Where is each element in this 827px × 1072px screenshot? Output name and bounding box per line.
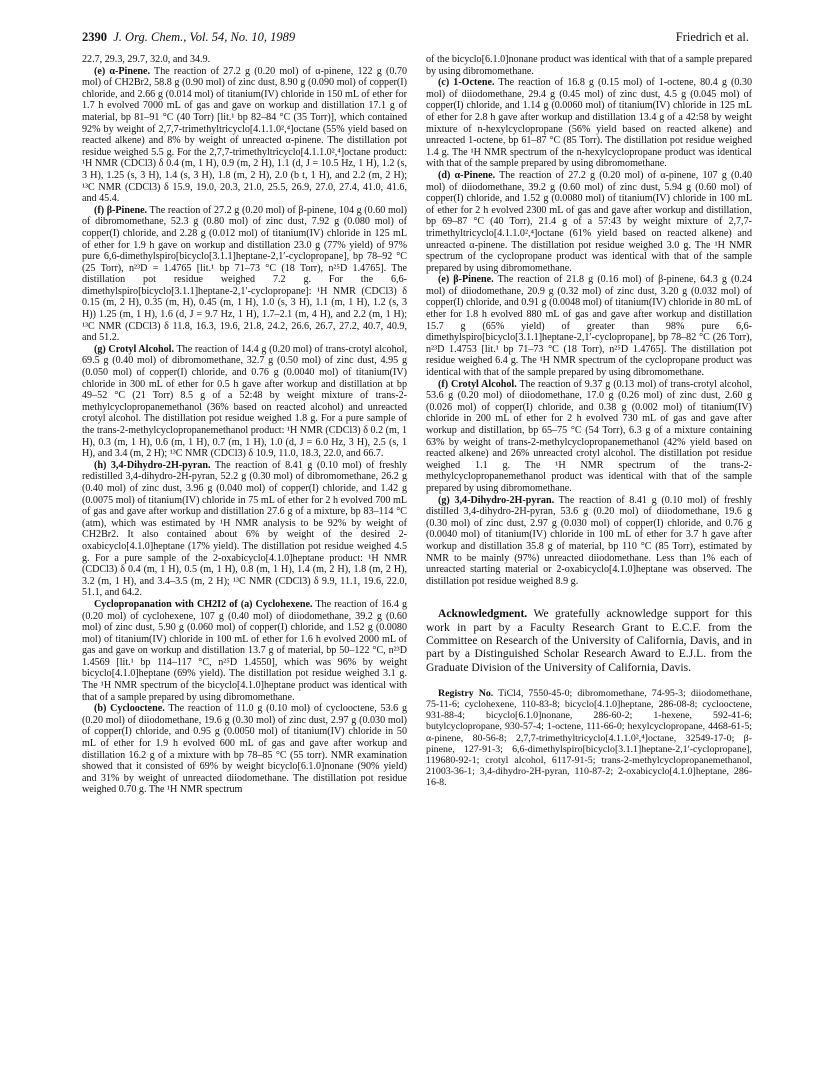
paragraph <box>82 703 407 796</box>
section-heading: (f) β-Pinene. <box>94 204 148 216</box>
acknowledgment <box>426 607 752 673</box>
paragraph-text: The reaction of 16.8 g (0.15 mol) of 1-octene, 80.4 g (0.30 mol) of diiodomethane, 29.4 g (0.45 mol) of zinc dust, 4.5 g (0.045 mol) of copper(I) chloride, and 1.14 g (0.0060 mol) of titanium(IV) chloride in 125 mL of ether for 2.8 h gave after workup and distillation 13.4 g of a 42:58 by weight mixture of n-hexylcyclopropane (56% yield based on reacted alkene) and unreacted 1-octene, bp 61–87 °C (85 Torr). The distillation pot residue weighed 1.4 g. The ¹H NMR spectrum of the n-hexylcyclopropane product was identical with that of the sample prepared by using dibromomethane. <box>426 77 752 170</box>
paragraph <box>82 344 407 460</box>
paragraph-text: The reaction of 16.4 g (0.20 mol) of cyclohexene, 107 g (0.40 mol) of diiodomethane, 39.2 g (0.60 mol) of zinc dust, 5.90 g (0.060 mol) of copper(I) chloride, and 1.52 g (0.0080 mol) of titanium(IV) chloride in 100 mL of ether for 1.6 h evolved 2000 mL of gas and gave on workup and distillation 13.7 g of material, bp 50–122 °C, n²³D 1.4569 [lit.¹ bp 114–117 °C, n²⁵D 1.4550], which was 96% by weight bicyclo[4.1.0]heptane (69% yield). The distillation pot residue weighed 3.1 g. The ¹H NMR spectrum of the bicyclo[4.1.0]heptane product was identical with that of a sample prepared by using dibromomethane. <box>82 598 407 703</box>
paragraph <box>426 54 752 77</box>
journal-citation: J. Org. Chem., Vol. 54, No. 10, 1989 <box>113 30 296 44</box>
header-authors: Friedrich et al. <box>675 30 749 44</box>
paragraph-text: The reaction of 9.37 g (0.13 mol) of trans-crotyl alcohol, 53.6 g (0.20 mol) of diiodomethane, 17.0 g (0.26 mol) of zinc dust, 2.60 g (0.026 mol) of copper(I) chloride, and 0.38 g (0.002 mol) of titanium(IV) chloride in 200 mL of ether for 2 h evolved 730 mL of gas and gave after workup and distillation, bp 65–75 °C (54 Torr), 6.3 g of a mixture containing 63% by weight of trans-2-methylcyclopropanemethanol (42% yield based on reacted alkene) and 26% unreacted crotyl alcohol. The distillation pot residue weighed 1.1 g. The ¹H NMR spectrum of the trans-2-methylcyclopropanemethanol product was identical with that of the sample prepared by using dibromomethane. <box>426 378 752 494</box>
paragraph <box>82 54 407 66</box>
paragraph <box>426 495 752 588</box>
section-heading: Cyclopropanation with CH2I2 of (a) Cyclohexene. <box>94 598 313 610</box>
paragraph-text: The reaction of 27.2 g (0.20 mol) of β-pinene, 104 g (0.60 mol) of dibromomethane, 52.3 g (0.80 mol) of zinc dust, 7.92 g (0.080 mol) of copper(I) chloride, and 2.28 g (0.012 mol) of titanium(IV) chloride in 125 mL of ether for 1.9 h gave on workup and distillation 23.0 g (77% yield) of 97% pure 6,6-dimethylspiro[bicyclo[3.1.1]heptane-2,1′-cyclopropane], bp 78–92 °C (25 Torr), n²³D = 1.4765 [lit.¹ bp 71–73 °C (18 Torr), n²⁵D 1.4765]. The distillation pot residue weighed 7.2 g. For the 6,6-dimethylspiro[bicyclo[3.1.1]heptane-2,1′-cyclopropane]: ¹H NMR (CDCl3) δ 0.15 (m, 2 H), 0.35 (m, H), 0.45 (m, 1 H), 1.0 (s, 3 H), 1.1 (m, 1 H), 1.2 (s, 3 H)) 1.25 (m, 1 H), 1.6 (d, J = 9.7 Hz, 1 H), 1.7–2.1 (m, 4 H), and 2.2 (m, 1 H); ¹³C NMR (CDCl3) δ 11.8, 16.3, 19.6, 21.8, 24.2, 26.6, 26.7, 27.2, 40.7, 40.9, and 51.2. <box>82 204 408 344</box>
paragraph-text: of the bicyclo[6.1.0]nonane product was identical with that of a sample prepared by using dibromomethane. <box>426 54 752 77</box>
left-column <box>82 54 407 796</box>
paragraph <box>426 379 752 495</box>
section-heading: (d) α-Pinene. <box>438 169 496 181</box>
paragraph-text: 22.7, 29.3, 29.7, 32.0, and 34.9. <box>82 54 211 65</box>
acknowledgment-text: We gratefully acknowledge support for this work in part by a Faculty Research Grant to E.C.F. from the Committee on Research of the University of California, Davis, and in part by a Distinguished Scholar Research Award to E.J.L. from the Graduate Division of the University of California, Davis. <box>426 607 752 674</box>
section-heading: (g) Crotyl Alcohol. <box>94 343 174 355</box>
paragraph-text: The reaction of 8.41 g (0.10 mol) of freshly redistilled 3,4-dihydro-2H-pyran, 52.2 g (0.30 mol) of dibromomethane, 26.2 g (0.40 mol) of zinc dust, 3.96 g (0.040 mol) of copper(I) chloride, and 1.42 g (0.0075 mol) of titanium(IV) chloride in 75 mL of ether for 2 h evolved 700 mL of gas and gave after workup and distillation 27.6 g of a mixture, bp 83–114 °C (atm), which was estimated by ¹H NMR analysis to be 92% by weight of CH2Br2. It also contained about 6% by weight of the desired 2-oxabicyclo[4.1.0]heptane (17% yield). The distillation pot residue weighed 4.5 g. For a pure sample of the 2-oxabicyclo[4.1.0]heptane product: ¹H NMR (CDCl3) δ 0.4 (m, 1 H), 0.5 (m, 1 H), 0.8 (m, 1 H), 1.4 (m, 2 H), 1.8 (m, 2 H), 3.2 (m, 1 H), and 3.4–3.5 (m, 2 H); ¹³C NMR (CDCl3) δ 9.9, 11.1, 19.6, 22.0, 51.1, and 64.2. <box>82 459 408 599</box>
paragraph <box>82 205 407 344</box>
section-heading: (h) 3,4-Dihydro-2H-pyran. <box>94 459 211 471</box>
paragraph-text: The reaction of 27.2 g (0.20 mol) of α-pinene, 107 g (0.40 mol) of diiodomethane, 39.2 g (0.60 mol) of zinc dust, 5.94 g (0.60 mol) of copper(I) chloride, and 1.52 g (0.0080 mol) of titanium(IV) chloride in 100 mL of ether for 2 h evolved 2300 mL of gas and gave after workup and distillation, bp 69–87 °C (40 Torr), 21.4 g of a 57:43 by weight mixture of 2,7,7-trimethyltricyclo[4.1.1.0²,⁴]octane (61% yield based on reacted alkene) and unreacted α-pinene. The distillation pot residue weighed 3.0 g. The ¹H NMR spectrum of the cyclopropane product was identical with that of the sample prepared by using dibromomethane. <box>426 169 752 274</box>
section-heading: (e) α-Pinene. <box>94 65 151 77</box>
registry-numbers <box>426 688 752 789</box>
section-heading: (c) 1-Octene. <box>438 77 495 89</box>
paragraph-text: The reaction of 21.8 g (0.16 mol) of β-pinene, 64.3 g (0.24 mol) of diiodomethane, 20.9 g (0.32 mol) of zinc dust, 3.20 g (0.032 mol) of copper(I) chloride, and 0.91 g (0.0048 mol) of titanium(IV) chloride in 80 mL of ether for 1.8 h evolved 880 mL of gas and gave after workup and distillation 15.7 g (65% yield) of greater than 98% pure 6,6-dimethylspiro[bicyclo[3.1.1]heptane-2,1′-cyclopropane], bp 78–82 °C (26 Torr), n²³D 1.4753 [lit.¹ bp 71–73 °C (18 Torr), n²⁵D 1.4765]. The distillation pot residue weighed 6.4 g. The ¹H NMR spectrum of the cyclopropane product was identical with that of the sample prepared by using dibromomethane. <box>426 274 752 379</box>
section-heading: (e) β-Pinene. <box>438 274 494 286</box>
paragraph <box>426 274 752 378</box>
right-column <box>426 54 752 789</box>
section-heading: (b) Cyclooctene. <box>94 703 165 715</box>
header-left <box>82 30 295 45</box>
page-number: 2390 <box>82 30 107 44</box>
paragraph-text: The reaction of 11.0 g (0.10 mol) of cyclooctene, 53.6 g (0.20 mol) of diiodomethane, 19.6 g (0.30 mol) of zinc dust, 2.97 g (0.030 mol) of copper(I) chloride, and 0.95 g (0.0050 mol) of titanium(IV) chloride in 50 mL of ether for 1.9 h evolved 600 mL of gas and gave after workup and distillation 16.2 g of a mixture with bp 78–85 °C (55 torr). NMR examination showed that it consisted of 69% by weight bicyclo[6.1.0]nonane (90% yield) and 31% by weight of unreacted diiodomethane. The distillation pot residue weighed 0.70 g. The ¹H NMR spectrum <box>82 703 407 796</box>
registry-text: TiCl4, 7550-45-0; dibromomethane, 74-95-3; diiodomethane, 75-11-6; cyclohexene, 110-83-8; bicyclo[4.1.0]heptane, 286-08-8; cyclooctene, 931-88-4; bicyclo[6.1.0]nonane, 286-60-2; 1-hexene, 592-41-6; butylcyclopropane, 930-57-4; 1-octene, 111-66-0; hexylcyclopropane, 4468-61-5; α-pinene, 80-56-8; 2,7,7-trimethyltricyclo[4.1.1.0²,⁴]octane, 32549-17-0; β-pinene, 127-91-3; 6,6-dimethylspiro[bicyclo[3.1.1]heptane-2,1′-cyclopropane], 119680-92-1; crotyl alcohol, 6117-91-5; trans-2-methylcyclopropanemethanol, 21003-36-1; 3,4-dihydro-2H-pyran, 110-87-2; 2-oxabicyclo[4.1.0]heptane, 286-16-8. <box>426 687 753 789</box>
paragraph <box>426 170 752 274</box>
paragraph-text: The reaction of 14.4 g (0.20 mol) of trans-crotyl alcohol, 69.5 g (0.40 mol) of dibromomethane, 32.7 g (0.50 mol) of zinc dust, 4.95 g (0.050 mol) of copper(I) chloride, and 0.76 g (0.0040 mol) of titanium(IV) chloride in 300 mL of ether for 0.5 h gave after workup and distillation at bp 49–52 °C (21 Torr) 8.5 g of a 52:48 by weight mixture of trans-2-methylcyclopropanemethanol (36% based on reacted alcohol) and unreacted crotyl alcohol. The distillation pot residue weighed 1.8 g. For a pure sample of the trans-2-methylcyclopropanemethanol product: ¹H NMR (CDCl3) δ 0.2 (m, 1 H), 0.3 (m, 1 H), 0.6 (m, 1 H), 0.7 (m, 1 H), 1.0 (d, J = 6.0 Hz, 3 H), 2.5 (s, 1 H), and 3.4 (m, 2 H); ¹³C NMR (CDCl3) δ 10.9, 11.0, 18.3, 22.0, and 66.7. <box>82 343 407 460</box>
section-heading: (g) 3,4-Dihydro-2H-pyran. <box>438 494 555 506</box>
paragraph <box>82 66 407 205</box>
paragraph-text: The reaction of 8.41 g (0.10 mol) of freshly distilled 3,4-dihydro-2H-pyran, 53.6 g (0.20 mol) of diiodomethane, 19.6 g (0.30 mol) of zinc dust, 2.97 g (0.030 mol) of copper(I) chloride, and 0.76 g (0.0040 mol) of titanium(IV) chloride in 100 mL of ether for 3.7 h gave after workup and distillation 35.8 g of material, bp 110 °C (85 Torr), estimated by NMR to be mainly (97%) unreacted diiodomethane. Less than 1% each of unreacted starting material or 2-oxabicyclo[4.1.0]heptane was observed. The distillation pot residue weighed 8.9 g. <box>426 494 753 587</box>
paragraph <box>82 599 407 703</box>
section-heading: (f) Crotyl Alcohol. <box>438 378 517 390</box>
acknowledgment-heading: Acknowledgment. <box>438 607 528 621</box>
paragraph-text: The reaction of 27.2 g (0.20 mol) of α-pinene, 122 g (0.70 mol) of CH2Br2, 58.8 g (0.90 mol) of zinc dust, 8.90 g (0.090 mol) of copper(I) chloride, and 2.66 g (0.014 mol) of titanium(IV) chloride in 150 mL of ether for 1.7 h evolved 7000 mL of gas and gave on workup and distillation 17.1 g of material, bp 81–91 °C (40 Torr) [lit.¹ bp 82–84 °C (35 Torr)], which contained 92% by weight of 2,7,7-trimethyltricyclo[4.1.1.0²,⁴]octane (55% yield based on reacted alkene) and 8% by weight of unreacted α-pinene. The distillation pot residue weighed 5.5 g. For the 2,7,7-trimethyltricyclo[4.1.1.0²,⁴]octane product: ¹H NMR (CDCl3) δ 0.4 (m, 1 H), 0.9 (m, 2 H), 1.1 (d, J = 10.5 Hz, 1 H), 1.2 (s, 3 H), 1.25 (s, 3 H), 1.4 (s, 3 H), 1.8 (m, 2 H), 2.0 (b t, 1 H), and 2.2 (m, 2 H); ¹³C NMR (CDCl3) δ 15.9, 19.0, 20.3, 21.0, 25.5, 26.9, 27.0, 27.4, 41.0, 41.6, and 45.4. <box>82 65 407 205</box>
registry-heading: Registry No. <box>438 687 494 699</box>
page-header <box>82 30 749 46</box>
paragraph <box>82 460 407 599</box>
paragraph <box>426 77 752 170</box>
